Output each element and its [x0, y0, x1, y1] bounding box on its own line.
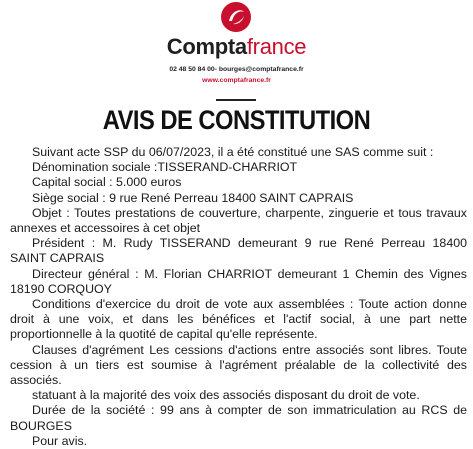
- notice-paragraph: Conditions d'exercice du droit de vote aux assemblées : Toute action donne droit à une voix, et dans les bénéfices et l'actif social, à une part nette proportionnelle à la quotité de capital qu'elle représente.: [10, 297, 467, 342]
- notice-paragraph: Suivant acte SSP du 06/07/2023, il a été constitué une SAS comme suit :: [32, 145, 434, 159]
- notice-paragraph: Durée de la société : 99 ans à compter de son immatriculation au RCS de BOURGES: [10, 403, 467, 433]
- notice-paragraph: Directeur général : M. Florian CHARRIOT demeurant 1 Chemin des Vignes 18190 CORQUOY: [10, 266, 467, 296]
- brand-name-part1: Compta: [166, 34, 247, 59]
- notice-paragraph: Dénomination sociale :TISSERAND-CHARRIOT: [32, 160, 298, 175]
- logo-swoosh-icon: [221, 2, 251, 32]
- notice-title: AVIS DE CONSTITUTION: [102, 105, 371, 135]
- brand-contact: 02 48 50 84 00- bourges@comptafrance.fr: [169, 66, 304, 73]
- notice-paragraph: Président : M. Rudy TISSERAND demeurant 9 rue René Perreau 18400 SAINT CAPRAIS: [10, 236, 467, 266]
- header-logo-block: [0, 0, 473, 92]
- notice-paragraph: statuant à la majorité des voix des associés disposant du droit de vote.: [32, 388, 420, 403]
- brand-name-part2: france: [246, 34, 307, 59]
- notice-paragraph: Pour avis.: [32, 433, 88, 448]
- title-divider: [216, 99, 256, 101]
- notice-paragraph: Objet : Toutes prestations de couverture, charpente, zinguerie et tous travaux annexes et accessoires à cet objet: [10, 205, 467, 236]
- brand-name: [0, 34, 473, 60]
- comptafrance-swoosh-logo: [221, 2, 251, 32]
- notice-paragraph: Siège social : 9 rue René Perreau 18400 SAINT CAPRAIS: [32, 190, 354, 205]
- notice-paragraph: Capital social : 5.000 euros: [32, 175, 182, 190]
- notice-paragraph: Clauses d'agrément Les cessions d'actions entre associés sont libres. Toute cession à un tiers est soumise à l'agrément préalable de la collectivité des associés.: [10, 342, 467, 388]
- brand-website: www.comptafrance.fr: [202, 77, 271, 84]
- notice-body: [10, 145, 467, 449]
